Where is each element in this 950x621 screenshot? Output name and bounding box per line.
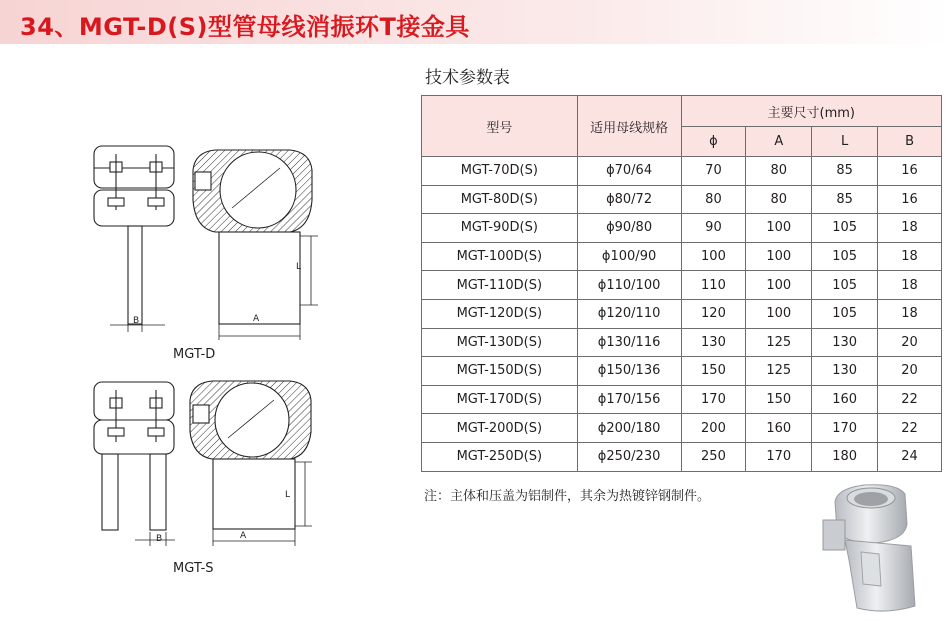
- cell-b: 16: [878, 157, 942, 186]
- cell-phi: 130: [681, 328, 746, 357]
- cell-l: 105: [812, 299, 878, 328]
- cell-b: 16: [878, 185, 942, 214]
- col-phi-header: ϕ: [681, 127, 746, 157]
- cell-phi: 250: [681, 442, 746, 471]
- cell-b: 22: [878, 414, 942, 443]
- mgt-s-label-b: B: [156, 534, 163, 544]
- cell-phi: 110: [681, 271, 746, 300]
- cell-busbar: ϕ100/90: [577, 242, 681, 271]
- table-row: [422, 242, 942, 271]
- cell-busbar: ϕ170/156: [577, 385, 681, 414]
- col-l-header: L: [812, 127, 878, 157]
- col-b-header: B: [878, 127, 942, 157]
- cell-busbar: ϕ110/100: [577, 271, 681, 300]
- cell-a: 100: [746, 214, 812, 243]
- cell-busbar: ϕ250/230: [577, 442, 681, 471]
- mgt-s-b-dimension: [135, 532, 175, 546]
- cell-model: MGT-70D(S): [422, 157, 578, 186]
- table-row: [422, 299, 942, 328]
- cell-busbar: ϕ80/72: [577, 185, 681, 214]
- technical-drawings: [0, 0, 420, 621]
- cell-model: MGT-200D(S): [422, 414, 578, 443]
- mgt-d-front-view: [94, 146, 174, 324]
- cell-l: 170: [812, 414, 878, 443]
- mgt-d-side-view: [193, 150, 312, 324]
- cell-model: MGT-100D(S): [422, 242, 578, 271]
- cell-a: 170: [746, 442, 812, 471]
- cell-busbar: ϕ150/136: [577, 357, 681, 386]
- cell-a: 125: [746, 357, 812, 386]
- table-row: [422, 271, 942, 300]
- page-title: 34、MGT-D(S)型管母线消振环T接金具: [20, 13, 470, 41]
- cell-a: 80: [746, 157, 812, 186]
- cell-phi: 70: [681, 157, 746, 186]
- cell-phi: 170: [681, 385, 746, 414]
- mgt-d-label-b: B: [133, 316, 140, 326]
- cell-phi: 100: [681, 242, 746, 271]
- mgt-s-label-a: A: [240, 531, 247, 541]
- mgt-s-front-view: [94, 382, 174, 530]
- cell-a: 160: [746, 414, 812, 443]
- cell-model: MGT-120D(S): [422, 299, 578, 328]
- table-row: [422, 357, 942, 386]
- mgt-d-caption: MGT-D: [173, 347, 216, 362]
- cell-l: 160: [812, 385, 878, 414]
- cell-b: 22: [878, 385, 942, 414]
- cell-l: 130: [812, 328, 878, 357]
- mgt-s-caption: MGT-S: [173, 561, 214, 576]
- table-row: [422, 385, 942, 414]
- material-note: 注：主体和压盖为铝制件，其余为热镀锌钢制件。: [424, 489, 711, 504]
- cell-busbar: ϕ200/180: [577, 414, 681, 443]
- col-busbar-header: 适用母线规格: [577, 96, 681, 157]
- cell-a: 125: [746, 328, 812, 357]
- table-row: [422, 157, 942, 186]
- cell-model: MGT-170D(S): [422, 385, 578, 414]
- cell-phi: 120: [681, 299, 746, 328]
- col-dims-header: 主要尺寸(mm): [681, 96, 941, 127]
- mgt-s-label-l: L: [285, 490, 291, 500]
- spec-table: [421, 95, 942, 472]
- cell-l: 105: [812, 214, 878, 243]
- mgt-d-label-l: L: [296, 262, 302, 272]
- cell-b: 18: [878, 271, 942, 300]
- cell-phi: 90: [681, 214, 746, 243]
- cell-model: MGT-150D(S): [422, 357, 578, 386]
- cell-a: 100: [746, 242, 812, 271]
- cell-busbar: ϕ70/64: [577, 157, 681, 186]
- cell-l: 130: [812, 357, 878, 386]
- cell-b: 18: [878, 299, 942, 328]
- product-photo: [815, 480, 930, 618]
- table-row: [422, 328, 942, 357]
- cell-a: 150: [746, 385, 812, 414]
- cell-phi: 200: [681, 414, 746, 443]
- cell-model: MGT-110D(S): [422, 271, 578, 300]
- table-row: [422, 185, 942, 214]
- cell-busbar: ϕ130/116: [577, 328, 681, 357]
- mgt-s-side-view: [190, 381, 311, 529]
- cell-a: 100: [746, 299, 812, 328]
- cell-b: 24: [878, 442, 942, 471]
- cell-model: MGT-80D(S): [422, 185, 578, 214]
- cell-b: 18: [878, 242, 942, 271]
- cell-l: 180: [812, 442, 878, 471]
- cell-b: 20: [878, 357, 942, 386]
- cell-busbar: ϕ120/110: [577, 299, 681, 328]
- cell-phi: 80: [681, 185, 746, 214]
- table-row: [422, 414, 942, 443]
- col-a-header: A: [746, 127, 812, 157]
- cell-l: 85: [812, 185, 878, 214]
- col-model-header: 型号: [422, 96, 578, 157]
- cell-l: 105: [812, 271, 878, 300]
- cell-b: 18: [878, 214, 942, 243]
- cell-phi: 150: [681, 357, 746, 386]
- cell-b: 20: [878, 328, 942, 357]
- cell-model: MGT-250D(S): [422, 442, 578, 471]
- cell-l: 105: [812, 242, 878, 271]
- table-row: [422, 442, 942, 471]
- mgt-d-label-a: A: [253, 314, 260, 324]
- spec-table-title: 技术参数表: [425, 68, 510, 88]
- table-row: [422, 214, 942, 243]
- cell-busbar: ϕ90/80: [577, 214, 681, 243]
- cell-model: MGT-90D(S): [422, 214, 578, 243]
- cell-l: 85: [812, 157, 878, 186]
- cell-model: MGT-130D(S): [422, 328, 578, 357]
- cell-a: 80: [746, 185, 812, 214]
- cell-a: 100: [746, 271, 812, 300]
